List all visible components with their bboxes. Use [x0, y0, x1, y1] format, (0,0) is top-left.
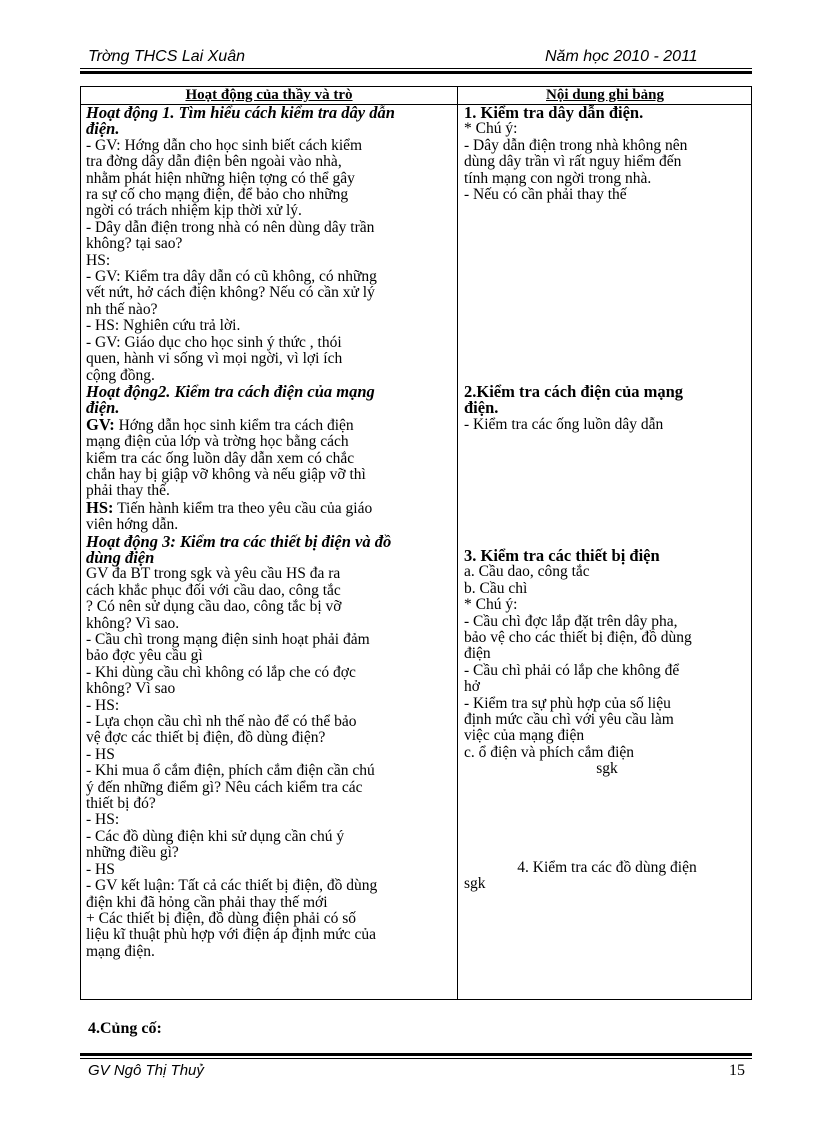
text-line: bảo vệ cho các thiết bị điện, đồ dùng	[464, 629, 692, 646]
text-line: GV: Hớng dẫn học sinh kiểm tra cách điện	[86, 414, 354, 434]
footer-teacher: GV Ngô Thị Thuỷ	[88, 1062, 204, 1079]
text-line: - HS	[86, 860, 115, 878]
col-notes-title: Nội dung ghi bảng	[546, 87, 664, 103]
text-line	[464, 433, 750, 449]
text-line: điện.	[86, 119, 120, 139]
text-line	[464, 827, 750, 843]
text-line: b. Cầu chì	[464, 579, 528, 597]
text-line: tính mạng con ngời trong nhà.	[464, 169, 652, 187]
text-line: a. Cầu dao, công tắc	[464, 563, 590, 581]
text-line: thiết bị đó?	[86, 795, 156, 813]
text-line: - HS	[86, 745, 115, 763]
text-line	[464, 499, 750, 515]
text-line	[464, 318, 750, 334]
text-line: viên hớng dẫn.	[86, 516, 179, 534]
text-line: tra đờng dây dẫn điện bên ngoài vào nhà,	[86, 153, 342, 171]
text-line: những điều gì?	[86, 844, 179, 862]
text-line: kiểm tra các ống luồn dây dẫn xem có chắc	[86, 449, 355, 467]
activities-column	[86, 105, 452, 960]
text-line	[464, 843, 750, 859]
text-line	[464, 466, 750, 482]
text-line: vết nứt, hở cách điện không? Nếu có cần xử lý	[86, 284, 375, 302]
text-line: mạng điện.	[86, 942, 155, 960]
text-line	[464, 810, 750, 826]
text-line: điện.	[464, 398, 499, 418]
text-line: điện	[464, 645, 491, 663]
text-line: c. ổ điện và phích cắm điện	[464, 743, 635, 761]
text-line	[464, 285, 750, 301]
text-line: bảo đợc yêu cầu gì	[86, 647, 203, 665]
text-line	[464, 269, 750, 285]
text-line: điện khi đã hỏng cần phải thay thế mới	[86, 893, 328, 911]
text-line: việc của mạng điện	[464, 727, 585, 745]
text-line: nhằm phát hiện những hiện tợng có thể gây	[86, 169, 355, 187]
text-line: * Chú ý:	[464, 120, 518, 138]
text-line	[464, 794, 750, 810]
text-line: Hoạt động 1. Tìm hiểu cách kiểm tra dây dẫn	[86, 103, 395, 122]
text-line: ý đến những điểm gì? Nêu cách kiểm tra các	[86, 778, 363, 796]
text-line: - GV: Kiểm tra dây dẫn có cũ không, có những	[86, 268, 377, 286]
text-line: 3. Kiểm tra các thiết bị điện	[464, 545, 660, 565]
text-line: - Khi dùng cầu chì không có lắp che có đợc	[86, 663, 356, 681]
text-line	[464, 482, 750, 498]
text-line: Hoạt động2. Kiểm tra cách điện của mạng	[86, 381, 375, 401]
text-line: vệ đợc các thiết bị điện, đồ dùng điện?	[86, 729, 326, 747]
text-line: không? Vì sao	[86, 680, 176, 698]
header-school: Trờng THCS Lai Xuân	[88, 48, 245, 65]
text-line: - Lựa chọn cầu chì nh thế nào để có thể bảo	[86, 713, 357, 731]
header-school-year: Năm học 2010 - 2011	[545, 48, 698, 65]
header-rule-thick	[80, 71, 752, 74]
header-rule-thin	[80, 68, 752, 69]
text-line: - GV: Hớng dẫn cho học sinh biết cách kiểm	[86, 136, 363, 154]
text-line: cách khắc phục đối với cầu dao, công tắc	[86, 581, 341, 599]
column-divider	[457, 87, 458, 999]
text-line: - GV kết luận: Tất cả các thiết bị điện, đồ dùng	[86, 877, 378, 895]
text-line: HS:	[86, 251, 111, 269]
text-line: không? Vì sao.	[86, 614, 180, 632]
text-line: - HS:	[86, 696, 120, 714]
text-line: Hoạt động 3: Kiểm tra các thiết bị điện và đồ	[86, 531, 392, 551]
text-line	[464, 236, 750, 252]
text-line: ra sự cố cho mạng điện, để bảo cho những	[86, 186, 349, 204]
footer-rule-thin	[80, 1058, 752, 1059]
text-line: - Kiểm tra các ống luồn dây dẫn	[464, 415, 664, 433]
text-line: cộng đồng.	[86, 366, 155, 384]
text-line	[464, 335, 750, 351]
text-line: - Khi mua ổ cắm điện, phích cắm điện cần chú	[86, 762, 375, 780]
text-line: nh thế nào?	[86, 300, 158, 318]
text-line: + Các thiết bị điện, đồ dùng điện phải có số	[86, 909, 357, 927]
text-line: 1. Kiểm tra dây dẫn điện.	[464, 103, 644, 122]
text-line: chắn hay bị giập vỡ không và nếu giập vỡ thì	[86, 465, 366, 483]
text-line: - Dây dẫn điện trong nhà có nên dùng dây trần	[86, 218, 375, 236]
text-line: - HS: Nghiên cứu trả lời.	[86, 317, 241, 335]
text-line: - GV: Giáo dục cho học sinh ý thức , thói	[86, 333, 342, 351]
text-line: HS: Tiến hành kiểm tra theo yêu cầu của giáo	[86, 497, 373, 517]
text-line: * Chú ý:	[464, 596, 518, 614]
text-line: mạng điện của lớp và trờng học bằng cách	[86, 433, 349, 451]
text-line: - Các đồ dùng điện khi sử dụng cần chú ý	[86, 827, 345, 845]
text-line: - Cầu chì trong mạng điện sinh hoạt phải đảm	[86, 631, 370, 648]
text-line: điện.	[86, 398, 120, 418]
text-line	[464, 351, 750, 367]
text-line: ngời có trách nhiệm kịp thời xử lý.	[86, 202, 302, 220]
text-line: phải thay thế.	[86, 482, 170, 500]
col-activities-title: Hoạt động của thầy và trò	[185, 87, 353, 103]
text-line: - Cầu chì phải có lắp che không để	[464, 661, 680, 679]
section-consolidate: 4.Củng cố:	[88, 1020, 162, 1037]
text-line: dùng dây trần vì rất nguy hiểm đến	[464, 153, 682, 171]
text-line: - Cầu chì đợc lắp đặt trên dây pha,	[464, 612, 678, 630]
text-line: GV đa BT trong sgk và yêu cầu HS đa ra	[86, 565, 341, 583]
text-line	[464, 220, 750, 236]
text-line: - Dây dẫn điện trong nhà không nên	[464, 136, 688, 154]
text-line: sgk	[464, 875, 486, 893]
text-line: quen, hành vi sống vì mọi ngời, vì lợi ích	[86, 350, 343, 368]
text-line	[464, 450, 750, 466]
text-line: không? tại sao?	[86, 235, 183, 253]
text-line: 4. Kiểm tra các đồ dùng điện	[517, 858, 697, 876]
text-line	[464, 253, 750, 269]
footer-rule-thick	[80, 1053, 752, 1056]
text-line: - Nếu có cần phải thay thế	[464, 186, 627, 204]
text-line: ? Có nên sử dụng cầu dao, công tắc bị vỡ	[86, 598, 342, 616]
text-line	[464, 515, 750, 531]
text-line: - HS:	[86, 811, 120, 829]
text-line: hở	[464, 678, 480, 696]
text-line: liệu kĩ thuật phù hợp với điện áp định mức của	[86, 926, 376, 944]
text-line: dùng điện	[86, 547, 155, 567]
text-line	[464, 302, 750, 318]
text-line	[464, 778, 750, 794]
text-line: sgk	[596, 760, 618, 778]
footer-page-number: 15	[729, 1062, 745, 1079]
text-line: - Kiểm tra sự phù hợp của số liệu	[464, 694, 671, 712]
lesson-table	[80, 86, 752, 1000]
text-line: định mức cầu chì với yêu cầu làm	[464, 711, 674, 729]
text-line	[464, 203, 750, 219]
text-line: 2.Kiểm tra cách điện của mạng	[464, 381, 684, 401]
notes-column	[464, 105, 750, 893]
